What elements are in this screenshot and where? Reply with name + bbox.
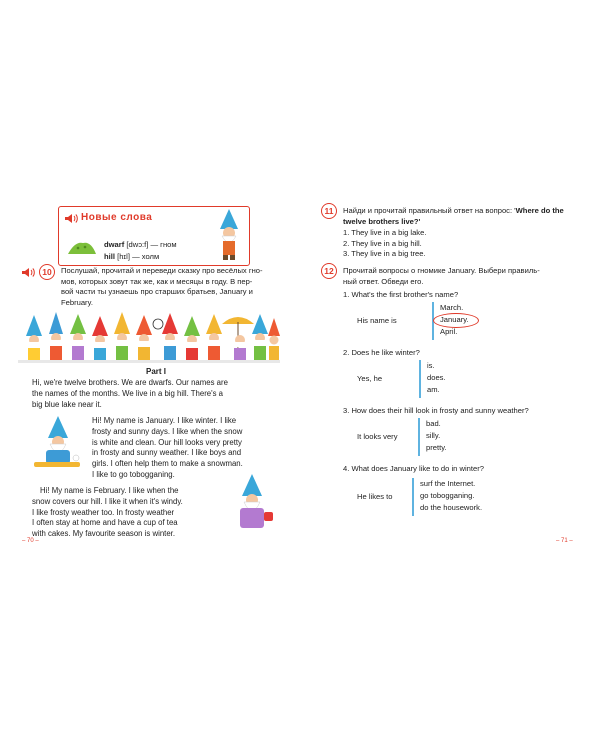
speaker-icon[interactable] <box>64 213 78 224</box>
word-hill: hill [hɪl] — холм <box>104 252 160 261</box>
january-gnome-illustration <box>32 416 87 472</box>
exercise-11-instruction: Найди и прочитай правильный ответ на вопрос: 'Where do the twelve brothers live?' <box>343 206 564 226</box>
new-words-box <box>58 206 250 266</box>
question-4-stem: He likes to <box>357 492 393 501</box>
intro-paragraph: Hi, we're twelve brothers. We are dwarfs. Our names are the names of the months. We live in a big hill. There's a big blue lake near it. <box>32 378 228 409</box>
option[interactable]: do the housework. <box>420 503 483 512</box>
option[interactable]: April. <box>440 327 458 336</box>
option[interactable]: am. <box>427 385 440 394</box>
february-gnome-illustration <box>228 474 278 532</box>
question-1: 1. What's the first brother's name? <box>343 290 459 299</box>
exercise-10-instruction: Послушай, прочитай и переведи сказку про весёлых гно- мов, которых зовут так же, как и месяцы в году. В пер- вой части ты узнаешь про старших братьев, January и February. <box>61 266 263 307</box>
option-circled[interactable]: January. <box>440 315 469 324</box>
option[interactable]: March. <box>440 303 464 312</box>
exercise-10-number: 10 <box>39 264 55 280</box>
divider-line <box>419 360 421 398</box>
hill-icon <box>67 239 97 255</box>
twelve-gnomes-illustration <box>18 310 280 365</box>
new-words-title: Новые слова <box>81 212 153 223</box>
january-paragraph: Hi! My name is January. I like winter. I like frosty and sunny days. I like when the snow is white and clean. Our hill looks very pretty in frosty and sunny weather. I like boys and girls. I often help them to make a snowman. I like to go tobogganing. <box>92 416 243 479</box>
option[interactable]: does. <box>427 373 446 382</box>
question-3-options <box>426 419 447 455</box>
question-4: 4. What does January like to do in winter? <box>343 464 484 473</box>
part-title: Part I <box>146 367 167 376</box>
answer-option: 3. They live in a big tree. <box>343 249 426 259</box>
question-2: 2. Does he like winter? <box>343 348 420 357</box>
word-dwarf: dwarf [dwɔ:f] — гном <box>104 240 177 249</box>
option[interactable]: go tobogganing. <box>420 491 475 500</box>
answer-option: 2. They live in a big hill. <box>343 238 422 248</box>
question-2-stem: Yes, he <box>357 374 383 383</box>
answer-option: 1. They live in a big lake. <box>343 228 427 237</box>
speaker-icon[interactable] <box>21 267 35 278</box>
option[interactable]: silly. <box>426 431 441 440</box>
page-number-right: – 71 – <box>556 538 573 544</box>
option[interactable]: bad. <box>426 419 441 428</box>
exercise-11-number: 11 <box>321 203 337 219</box>
question-3: 3. How does their hill look in frosty and sunny weather? <box>343 406 529 415</box>
question-2-options <box>427 361 446 397</box>
page-number-left: – 70 – <box>22 538 39 544</box>
option[interactable]: surf the Internet. <box>420 479 476 488</box>
answer-circle <box>433 313 479 328</box>
february-paragraph: Hi! My name is February. I like when the snow covers our hill. I like it when it's windy. I like frosty weather too. In frosty weather I often stay at home and have a cup of tea with cakes. My favourite season is winter. <box>32 486 183 539</box>
question-1-stem: His name is <box>357 316 397 325</box>
divider-line <box>418 418 420 456</box>
exercise-12-instruction: Прочитай вопросы о гномике January. Выбери правиль- ный ответ. Обведи его. <box>343 266 540 286</box>
question-4-options <box>420 479 482 515</box>
exercise-11-answers <box>343 228 426 260</box>
gnome-illustration <box>214 209 244 261</box>
exercise-12-number: 12 <box>321 263 337 279</box>
option[interactable]: pretty. <box>426 443 447 452</box>
question-3-stem: It looks very <box>357 432 398 441</box>
divider-line <box>412 478 414 516</box>
option[interactable]: is. <box>427 361 435 370</box>
